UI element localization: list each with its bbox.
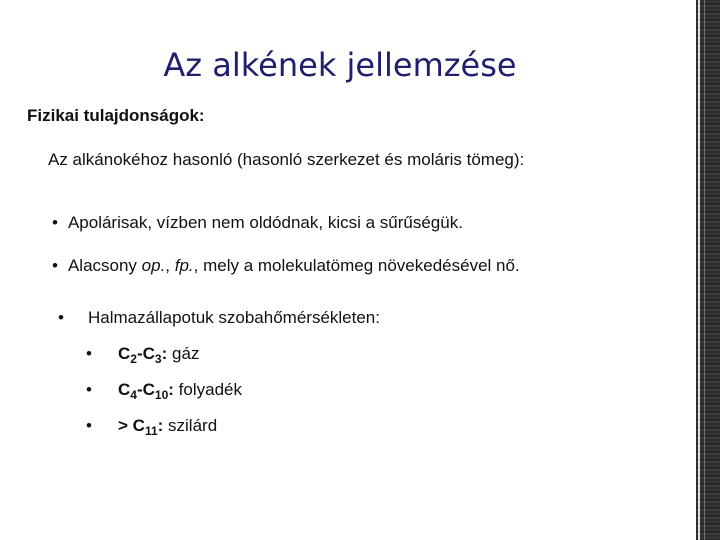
bullet-marker: • (86, 344, 92, 363)
bullet-marker: • (52, 256, 58, 275)
bullet-text: Halmazállapotuk szobahőmérsékleten: (88, 308, 380, 327)
state-label: folyadék (173, 380, 242, 399)
state-item-solid (86, 416, 217, 436)
bullet-text: Alacsony op., fp., mely a molekulatömeg növekedésével nő. (67, 256, 520, 275)
bullet-marker: • (58, 308, 64, 327)
state-label: szilárd (163, 416, 218, 435)
bullet-marker: • (52, 213, 58, 232)
bullet-item (52, 256, 520, 276)
carbon-range: $C_2-C_3$: (118, 344, 168, 366)
carbon-range: $C_4-C_{10}$: (118, 380, 174, 402)
carbon-range: > $C_{11}$: (118, 416, 164, 438)
bullet-text: Apolárisak, vízben nem oldódnak, kicsi a sűrűségük. (67, 213, 463, 232)
bullet-marker: • (86, 416, 92, 435)
bullet-item (52, 213, 463, 233)
bullet-item (58, 308, 380, 328)
state-item-gas (86, 344, 199, 364)
state-label: gáz (167, 344, 200, 363)
slide-title: Az alkének jellemzése (163, 46, 517, 84)
intro-text: Az alkánokéhoz hasonló (hasonló szerkezet és moláris tömeg): (48, 150, 525, 169)
bullet-marker: • (86, 380, 92, 399)
slide-edge-decoration (696, 0, 720, 540)
section-heading: Fizikai tulajdonságok: (27, 106, 205, 125)
state-item-liquid (86, 380, 242, 400)
